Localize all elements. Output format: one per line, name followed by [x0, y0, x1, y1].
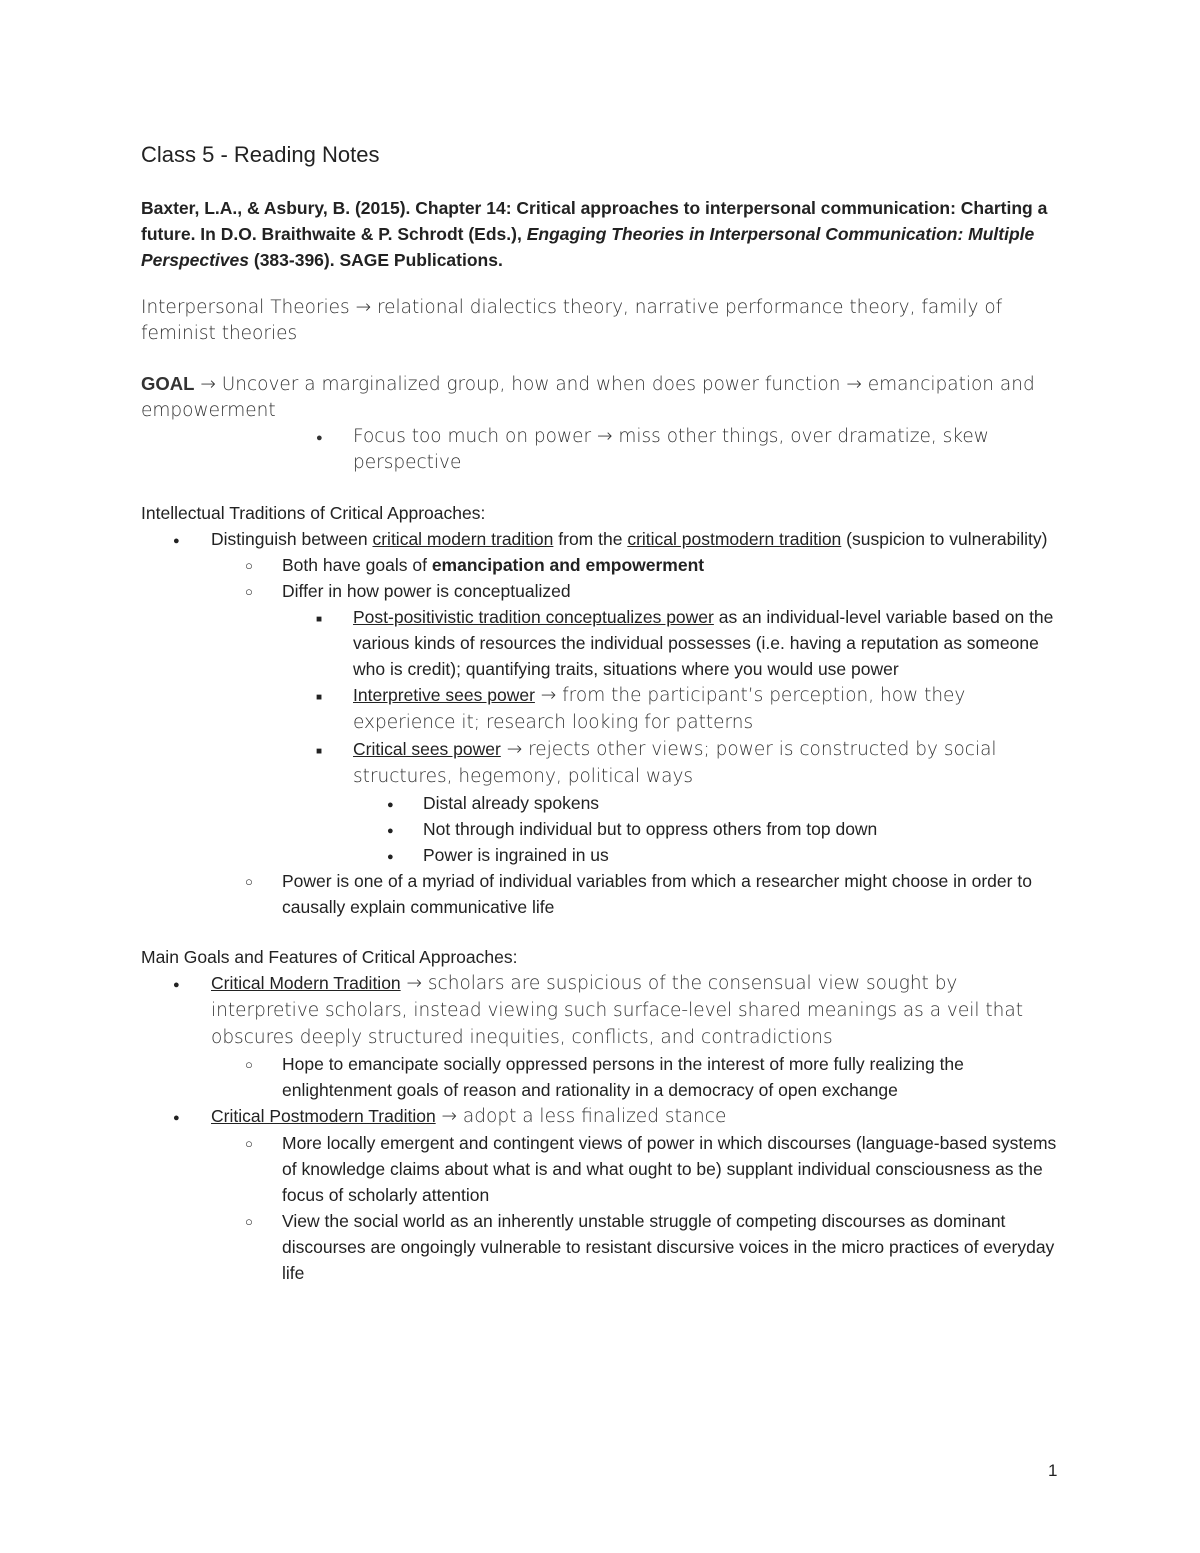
list-item-text: from the: [553, 529, 628, 549]
list-item-text: Power is ingrained in us: [423, 845, 609, 865]
circle-bullet-icon: [245, 1130, 253, 1157]
list-item-text: as an individual-level variable based on the various kinds of resources the individual possesses (i.e. having a reputation as someone who is credit); quantifying traits, situations where you would use power: [353, 607, 1054, 679]
list-item: [141, 1051, 1061, 1103]
term-post-positivistic: Post-positivistic tradition conceptualizes power: [353, 607, 714, 627]
term-interpretive: Interpretive sees power: [353, 685, 535, 705]
list-item: [141, 526, 1061, 552]
term-critical-postmodern: critical postmodern tradition: [627, 529, 842, 549]
square-bullet-icon: [316, 682, 322, 711]
goal-paragraph: [141, 371, 1061, 424]
term-critical-modern-tradition: Critical Modern Tradition: [211, 973, 401, 993]
list-item-text: Both have goals of: [282, 555, 432, 575]
list-item: [141, 736, 1061, 790]
interpersonal-theories: Interpersonal Theories → relational dialectics theory, narrative performance theory, family of feminist theories: [141, 297, 1003, 344]
citation-pages-publisher: (383-396). SAGE Publications.: [249, 250, 503, 270]
intellectual-list: [141, 526, 1061, 920]
list-item: [141, 682, 1061, 736]
list-item-text: Hope to emancipate socially oppressed persons in the interest of more fully realizing the enlightenment goals of reason and rationality in a democracy of open exchange: [282, 1054, 964, 1100]
page-number: 1: [1048, 1461, 1058, 1480]
square-bullet-icon: [316, 736, 322, 765]
circle-bullet-icon: [245, 552, 253, 579]
bullet-icon: [387, 790, 394, 818]
list-item: [141, 1208, 1061, 1286]
list-item: [141, 1103, 1061, 1130]
list-item-text: Not through individual but to oppress others from top down: [423, 819, 878, 839]
list-item-text: View the social world as an inherently unstable struggle of competing discourses as dominant discourses are ongoingly vulnerable to resistant discursive voices in the micro practices of everyday life: [282, 1211, 1055, 1283]
circle-bullet-icon: [245, 578, 253, 605]
citation: [141, 195, 1061, 273]
list-item: [141, 604, 1061, 682]
page-content: [141, 140, 1061, 1286]
intellectual-heading: Intellectual Traditions of Critical Approaches:: [141, 503, 486, 523]
term-critical-postmodern-tradition: Critical Postmodern Tradition: [211, 1106, 436, 1126]
list-item-text: (suspicion to vulnerability): [841, 529, 1048, 549]
list-item-text: → from the participant’s perception, how they experience it; research looking for patterns: [353, 685, 966, 733]
bullet-icon: [173, 970, 180, 998]
term-critical: Critical sees power: [353, 739, 501, 759]
circle-bullet-icon: [245, 1208, 253, 1235]
square-bullet-icon: [316, 604, 322, 633]
list-item: [141, 578, 1061, 604]
list-item-text: → adopt a less finalized stance: [435, 1106, 727, 1127]
goal-label: GOAL: [141, 373, 195, 394]
bullet-icon: [173, 1103, 180, 1131]
list-item: [141, 970, 1061, 1051]
list-item-text: → scholars are suspicious of the consensual view sought by interpretive scholars, instead viewing such surface-level shared meanings as a veil that obscures deeply structured inequities, conflicts, and contradictions: [211, 973, 1023, 1048]
list-item-text: Focus too much on power → miss other things, over dramatize, skew perspective: [353, 426, 989, 473]
list-item-text: More locally emergent and contingent views of power in which discourses (language-based systems of knowledge claims about what is and what ought to be) supplant individual consciousness as the focus of scholarly attention: [282, 1133, 1057, 1205]
list-item-text: Differ in how power is conceptualized: [282, 581, 571, 601]
goal-list: [141, 424, 1061, 476]
bullet-icon: [387, 816, 394, 844]
citation-book-title: Engaging Theories in Interpersonal Communication: Multiple Perspectives: [141, 224, 1035, 270]
page-title: Class 5 - Reading Notes: [141, 142, 380, 167]
main-goals-heading: Main Goals and Features of Critical Approaches:: [141, 947, 518, 967]
list-item: [141, 868, 1061, 920]
list-item: [141, 552, 1061, 578]
bullet-icon: [387, 842, 394, 870]
main-goals-list: [141, 970, 1061, 1286]
citation-text: Baxter, L.A., & Asbury, B. (2015). Chapter 14: Critical approaches to interpersonal communication: Charting a future. In D.O. Braithwaite & P. Schrodt (Eds.),: [141, 198, 1048, 244]
list-item: [141, 842, 1061, 868]
circle-bullet-icon: [245, 1051, 253, 1078]
list-item: [141, 424, 1061, 476]
bullet-icon: [173, 526, 180, 554]
list-item-text: Distinguish between: [211, 529, 373, 549]
emphasis-text: emancipation and empowerment: [431, 555, 705, 575]
list-item: [141, 1130, 1061, 1208]
list-item: [141, 816, 1061, 842]
bullet-icon: [316, 424, 323, 451]
list-item-text: Distal already spokens: [423, 793, 600, 813]
list-item: [141, 790, 1061, 816]
list-item-text: Power is one of a myriad of individual variables from which a researcher might choose in order to causally explain communicative life: [282, 871, 1032, 917]
list-item-text: → rejects other views; power is constructed by social structures, hegemony, political ways: [353, 739, 997, 787]
term-critical-modern: critical modern tradition: [372, 529, 554, 549]
goal-text: → Uncover a marginalized group, how and when does power function → emancipation and empowerment: [141, 374, 1035, 421]
circle-bullet-icon: [245, 868, 253, 895]
